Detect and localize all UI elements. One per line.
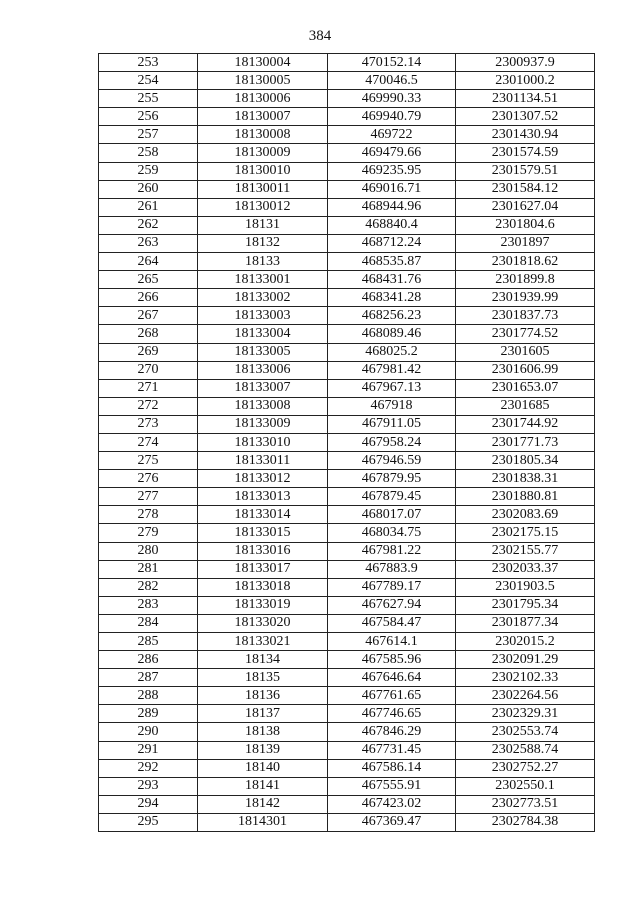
- row-index-cell: 287: [99, 669, 198, 687]
- y-coordinate-cell: 2301903.5: [456, 578, 595, 596]
- x-coordinate-cell: 467746.65: [328, 705, 456, 723]
- y-coordinate-cell: 2302015.2: [456, 633, 595, 651]
- row-index-cell: 270: [99, 361, 198, 379]
- coordinates-table: [98, 53, 595, 832]
- x-coordinate-cell: 467846.29: [328, 723, 456, 741]
- table-row: [99, 307, 595, 325]
- x-coordinate-cell: 469235.95: [328, 162, 456, 180]
- point-id-cell: 18133004: [198, 325, 328, 343]
- x-coordinate-cell: 468089.46: [328, 325, 456, 343]
- row-index-cell: 272: [99, 397, 198, 415]
- y-coordinate-cell: 2301430.94: [456, 126, 595, 144]
- y-coordinate-cell: 2301605: [456, 343, 595, 361]
- point-id-cell: 18133017: [198, 560, 328, 578]
- x-coordinate-cell: 468025.2: [328, 343, 456, 361]
- table-row: [99, 633, 595, 651]
- table-body: [99, 54, 595, 832]
- y-coordinate-cell: 2302083.69: [456, 506, 595, 524]
- row-index-cell: 274: [99, 433, 198, 451]
- x-coordinate-cell: 467981.22: [328, 542, 456, 560]
- row-index-cell: 259: [99, 162, 198, 180]
- table-row: [99, 108, 595, 126]
- point-id-cell: 18130008: [198, 126, 328, 144]
- point-id-cell: 18131: [198, 216, 328, 234]
- x-coordinate-cell: 468431.76: [328, 271, 456, 289]
- x-coordinate-cell: 467627.94: [328, 596, 456, 614]
- point-id-cell: 18133003: [198, 307, 328, 325]
- y-coordinate-cell: 2302091.29: [456, 651, 595, 669]
- row-index-cell: 260: [99, 180, 198, 198]
- y-coordinate-cell: 2301838.31: [456, 470, 595, 488]
- row-index-cell: 264: [99, 253, 198, 271]
- x-coordinate-cell: 469990.33: [328, 90, 456, 108]
- row-index-cell: 254: [99, 72, 198, 90]
- y-coordinate-cell: 2301574.59: [456, 144, 595, 162]
- table-row: [99, 759, 595, 777]
- x-coordinate-cell: 468017.07: [328, 506, 456, 524]
- y-coordinate-cell: 2301805.34: [456, 452, 595, 470]
- row-index-cell: 295: [99, 813, 198, 831]
- row-index-cell: 263: [99, 234, 198, 252]
- x-coordinate-cell: 467731.45: [328, 741, 456, 759]
- x-coordinate-cell: 467918: [328, 397, 456, 415]
- table-row: [99, 506, 595, 524]
- table-row: [99, 54, 595, 72]
- x-coordinate-cell: 470152.14: [328, 54, 456, 72]
- x-coordinate-cell: 470046.5: [328, 72, 456, 90]
- table-row: [99, 144, 595, 162]
- row-index-cell: 269: [99, 343, 198, 361]
- table-row: [99, 72, 595, 90]
- x-coordinate-cell: 469016.71: [328, 180, 456, 198]
- y-coordinate-cell: 2302553.74: [456, 723, 595, 741]
- y-coordinate-cell: 2301804.6: [456, 216, 595, 234]
- row-index-cell: 285: [99, 633, 198, 651]
- point-id-cell: 18133021: [198, 633, 328, 651]
- x-coordinate-cell: 468944.96: [328, 198, 456, 216]
- row-index-cell: 286: [99, 651, 198, 669]
- x-coordinate-cell: 467555.91: [328, 777, 456, 795]
- page-number: 384: [308, 28, 332, 44]
- table-row: [99, 669, 595, 687]
- table-row: [99, 777, 595, 795]
- table-row: [99, 289, 595, 307]
- table-row: [99, 524, 595, 542]
- y-coordinate-cell: 2302773.51: [456, 795, 595, 813]
- point-id-cell: 18133010: [198, 433, 328, 451]
- row-index-cell: 253: [99, 54, 198, 72]
- row-index-cell: 273: [99, 415, 198, 433]
- point-id-cell: 18130011: [198, 180, 328, 198]
- table-row: [99, 795, 595, 813]
- row-index-cell: 280: [99, 542, 198, 560]
- row-index-cell: 291: [99, 741, 198, 759]
- point-id-cell: 18133002: [198, 289, 328, 307]
- point-id-cell: 18130012: [198, 198, 328, 216]
- row-index-cell: 258: [99, 144, 198, 162]
- row-index-cell: 290: [99, 723, 198, 741]
- y-coordinate-cell: 2301000.2: [456, 72, 595, 90]
- x-coordinate-cell: 468256.23: [328, 307, 456, 325]
- row-index-cell: 288: [99, 687, 198, 705]
- row-index-cell: 279: [99, 524, 198, 542]
- row-index-cell: 278: [99, 506, 198, 524]
- y-coordinate-cell: 2301837.73: [456, 307, 595, 325]
- x-coordinate-cell: 467879.45: [328, 488, 456, 506]
- x-coordinate-cell: 467946.59: [328, 452, 456, 470]
- table-row: [99, 560, 595, 578]
- table-row: [99, 234, 595, 252]
- y-coordinate-cell: 2302588.74: [456, 741, 595, 759]
- point-id-cell: 18142: [198, 795, 328, 813]
- y-coordinate-cell: 2300937.9: [456, 54, 595, 72]
- point-id-cell: 18132: [198, 234, 328, 252]
- row-index-cell: 293: [99, 777, 198, 795]
- row-index-cell: 289: [99, 705, 198, 723]
- x-coordinate-cell: 467958.24: [328, 433, 456, 451]
- point-id-cell: 18134: [198, 651, 328, 669]
- point-id-cell: 18133018: [198, 578, 328, 596]
- table-row: [99, 542, 595, 560]
- x-coordinate-cell: 468341.28: [328, 289, 456, 307]
- table-row: [99, 415, 595, 433]
- y-coordinate-cell: 2301774.52: [456, 325, 595, 343]
- point-id-cell: 18133014: [198, 506, 328, 524]
- y-coordinate-cell: 2302264.56: [456, 687, 595, 705]
- x-coordinate-cell: 467585.96: [328, 651, 456, 669]
- point-id-cell: 18130005: [198, 72, 328, 90]
- x-coordinate-cell: 467369.47: [328, 813, 456, 831]
- x-coordinate-cell: 468535.87: [328, 253, 456, 271]
- point-id-cell: 18133011: [198, 452, 328, 470]
- point-id-cell: 18133019: [198, 596, 328, 614]
- point-id-cell: 18130007: [198, 108, 328, 126]
- y-coordinate-cell: 2301627.04: [456, 198, 595, 216]
- table-row: [99, 325, 595, 343]
- x-coordinate-cell: 467981.42: [328, 361, 456, 379]
- row-index-cell: 277: [99, 488, 198, 506]
- y-coordinate-cell: 2301685: [456, 397, 595, 415]
- row-index-cell: 283: [99, 596, 198, 614]
- y-coordinate-cell: 2301771.73: [456, 433, 595, 451]
- point-id-cell: 18133005: [198, 343, 328, 361]
- point-id-cell: 18133015: [198, 524, 328, 542]
- row-index-cell: 261: [99, 198, 198, 216]
- row-index-cell: 294: [99, 795, 198, 813]
- point-id-cell: 1814301: [198, 813, 328, 831]
- y-coordinate-cell: 2301307.52: [456, 108, 595, 126]
- table-row: [99, 813, 595, 831]
- y-coordinate-cell: 2302155.77: [456, 542, 595, 560]
- row-index-cell: 281: [99, 560, 198, 578]
- x-coordinate-cell: 467614.1: [328, 633, 456, 651]
- point-id-cell: 18130006: [198, 90, 328, 108]
- point-id-cell: 18133006: [198, 361, 328, 379]
- y-coordinate-cell: 2301134.51: [456, 90, 595, 108]
- x-coordinate-cell: 467789.17: [328, 578, 456, 596]
- y-coordinate-cell: 2302329.31: [456, 705, 595, 723]
- table-row: [99, 90, 595, 108]
- y-coordinate-cell: 2302784.38: [456, 813, 595, 831]
- y-coordinate-cell: 2301744.92: [456, 415, 595, 433]
- point-id-cell: 18130009: [198, 144, 328, 162]
- row-index-cell: 262: [99, 216, 198, 234]
- x-coordinate-cell: 467761.65: [328, 687, 456, 705]
- row-index-cell: 275: [99, 452, 198, 470]
- point-id-cell: 18139: [198, 741, 328, 759]
- x-coordinate-cell: 467646.64: [328, 669, 456, 687]
- table-row: [99, 361, 595, 379]
- row-index-cell: 265: [99, 271, 198, 289]
- table-row: [99, 162, 595, 180]
- row-index-cell: 255: [99, 90, 198, 108]
- table-row: [99, 470, 595, 488]
- row-index-cell: 282: [99, 578, 198, 596]
- x-coordinate-cell: 468034.75: [328, 524, 456, 542]
- point-id-cell: 18136: [198, 687, 328, 705]
- y-coordinate-cell: 2301899.8: [456, 271, 595, 289]
- table-row: [99, 397, 595, 415]
- y-coordinate-cell: 2301897: [456, 234, 595, 252]
- point-id-cell: 18140: [198, 759, 328, 777]
- point-id-cell: 18137: [198, 705, 328, 723]
- table-row: [99, 433, 595, 451]
- y-coordinate-cell: 2302550.1: [456, 777, 595, 795]
- y-coordinate-cell: 2301584.12: [456, 180, 595, 198]
- point-id-cell: 18133016: [198, 542, 328, 560]
- y-coordinate-cell: 2301579.51: [456, 162, 595, 180]
- table-row: [99, 741, 595, 759]
- row-index-cell: 267: [99, 307, 198, 325]
- x-coordinate-cell: 467883.9: [328, 560, 456, 578]
- table-row: [99, 687, 595, 705]
- table-row: [99, 651, 595, 669]
- point-id-cell: 18133009: [198, 415, 328, 433]
- table-row: [99, 723, 595, 741]
- table-row: [99, 452, 595, 470]
- x-coordinate-cell: 467967.13: [328, 379, 456, 397]
- row-index-cell: 266: [99, 289, 198, 307]
- row-index-cell: 292: [99, 759, 198, 777]
- table-row: [99, 253, 595, 271]
- table-row: [99, 614, 595, 632]
- row-index-cell: 256: [99, 108, 198, 126]
- point-id-cell: 18130010: [198, 162, 328, 180]
- table-row: [99, 596, 595, 614]
- point-id-cell: 18133007: [198, 379, 328, 397]
- row-index-cell: 257: [99, 126, 198, 144]
- x-coordinate-cell: 469940.79: [328, 108, 456, 126]
- point-id-cell: 18138: [198, 723, 328, 741]
- point-id-cell: 18133020: [198, 614, 328, 632]
- x-coordinate-cell: 467423.02: [328, 795, 456, 813]
- point-id-cell: 18141: [198, 777, 328, 795]
- row-index-cell: 268: [99, 325, 198, 343]
- table-row: [99, 271, 595, 289]
- table-row: [99, 578, 595, 596]
- x-coordinate-cell: 468840.4: [328, 216, 456, 234]
- y-coordinate-cell: 2302175.15: [456, 524, 595, 542]
- y-coordinate-cell: 2301818.62: [456, 253, 595, 271]
- row-index-cell: 271: [99, 379, 198, 397]
- y-coordinate-cell: 2301939.99: [456, 289, 595, 307]
- table-row: [99, 488, 595, 506]
- point-id-cell: 18133008: [198, 397, 328, 415]
- table-row: [99, 180, 595, 198]
- x-coordinate-cell: 468712.24: [328, 234, 456, 252]
- table-row: [99, 343, 595, 361]
- x-coordinate-cell: 469479.66: [328, 144, 456, 162]
- y-coordinate-cell: 2301877.34: [456, 614, 595, 632]
- table-row: [99, 216, 595, 234]
- table-row: [99, 379, 595, 397]
- y-coordinate-cell: 2302752.27: [456, 759, 595, 777]
- table-row: [99, 198, 595, 216]
- row-index-cell: 276: [99, 470, 198, 488]
- y-coordinate-cell: 2301795.34: [456, 596, 595, 614]
- y-coordinate-cell: 2302033.37: [456, 560, 595, 578]
- table-row: [99, 705, 595, 723]
- y-coordinate-cell: 2302102.33: [456, 669, 595, 687]
- x-coordinate-cell: 467879.95: [328, 470, 456, 488]
- row-index-cell: 284: [99, 614, 198, 632]
- point-id-cell: 18130004: [198, 54, 328, 72]
- x-coordinate-cell: 467586.14: [328, 759, 456, 777]
- x-coordinate-cell: 467911.05: [328, 415, 456, 433]
- point-id-cell: 18135: [198, 669, 328, 687]
- point-id-cell: 18133013: [198, 488, 328, 506]
- point-id-cell: 18133: [198, 253, 328, 271]
- point-id-cell: 18133001: [198, 271, 328, 289]
- y-coordinate-cell: 2301880.81: [456, 488, 595, 506]
- table-row: [99, 126, 595, 144]
- y-coordinate-cell: 2301606.99: [456, 361, 595, 379]
- y-coordinate-cell: 2301653.07: [456, 379, 595, 397]
- point-id-cell: 18133012: [198, 470, 328, 488]
- x-coordinate-cell: 469722: [328, 126, 456, 144]
- x-coordinate-cell: 467584.47: [328, 614, 456, 632]
